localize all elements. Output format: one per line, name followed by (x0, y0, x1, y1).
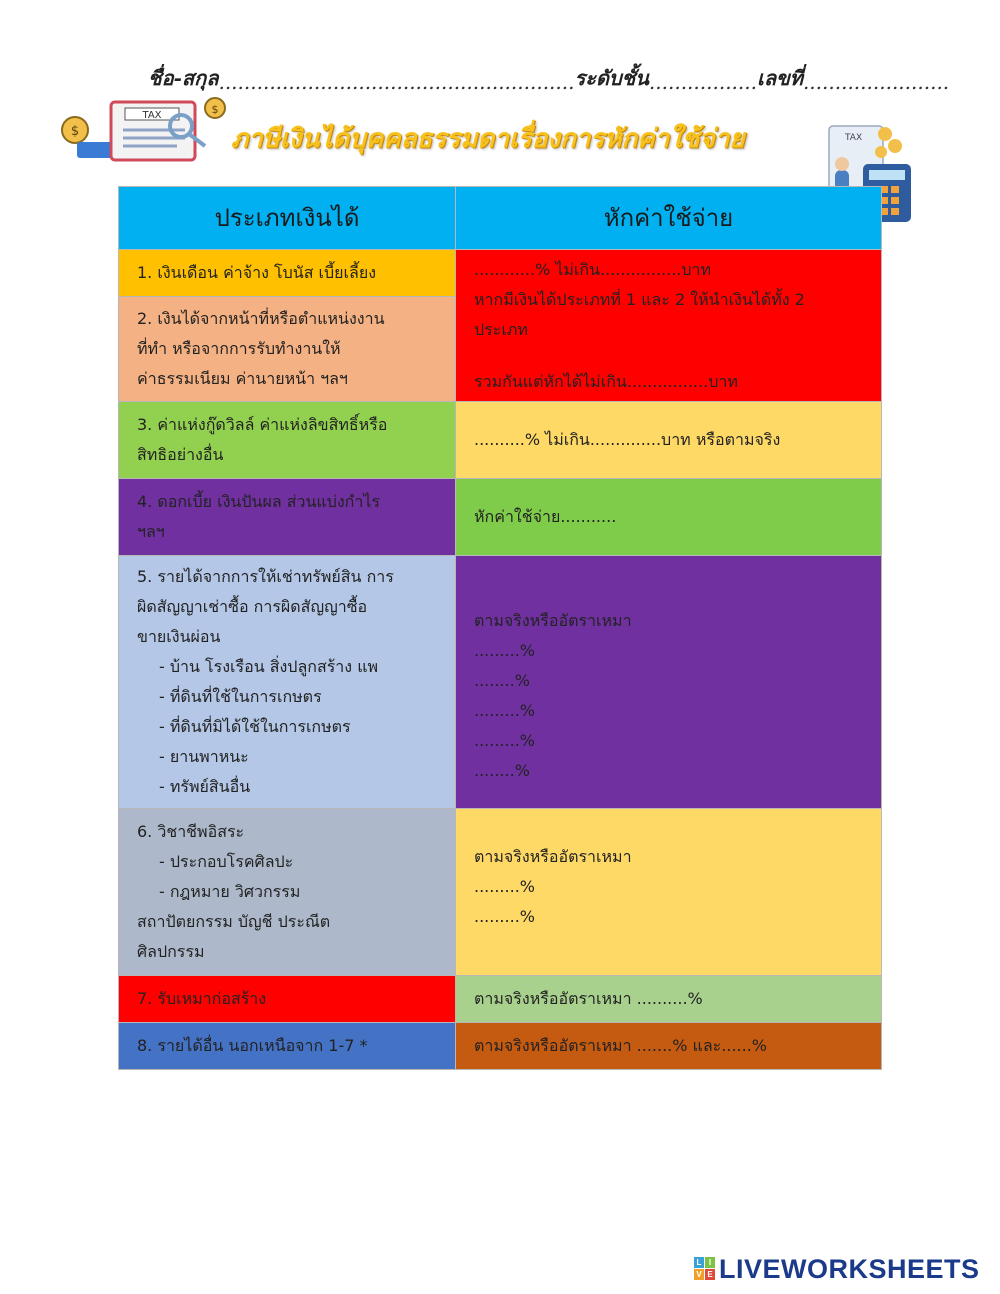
worksheet-title: ภาษีเงินได้บุคคลธรรมดาเรื่องการหักค่าใช้จ่าย (231, 124, 745, 154)
deduction-5-method: ตามจริงหรืออัตราเหมา (474, 611, 632, 630)
logo-text: LIVEWORKSHEETS (719, 1253, 980, 1284)
deduction-5-rate[interactable]: .........% (474, 641, 535, 660)
deduction-5-rate[interactable]: ........% (474, 671, 530, 690)
header-deduction: หักค่าใช้จ่าย (456, 187, 882, 250)
deduction-4[interactable]: หักค่าใช้จ่าย........... (456, 479, 882, 556)
header-income-type: ประเภทเงินได้ (119, 187, 456, 250)
svg-text:$: $ (70, 124, 80, 139)
name-blank[interactable]: ........................................................ (218, 70, 575, 94)
number-label: เลขที่ (756, 66, 803, 90)
income-type-5: 5. รายได้จากการให้เช่าทรัพย์สิน การ ผิดสัญญาเช่าซื้อ การผิดสัญญาซื้อ ขายเงินผ่อน - บ้าน โรงเรือน สิ่งปลูกสร้าง แพ - ที่ดินที่ใช้ในการเกษตร - ที่ดินที่มิได้ใช้ในการเกษตร - ยานพาหนะ - ทรัพย์สินอื่น (119, 556, 456, 809)
deduction-5-rate[interactable]: ........% (474, 761, 530, 780)
logo-mark-icon: L I V E (694, 1257, 716, 1281)
name-label: ชื่อ-สกุล (148, 66, 219, 90)
deduction-6[interactable] (456, 809, 882, 976)
deduction-6-rate[interactable]: .........% (474, 907, 535, 926)
tax-form-label: TAX (142, 110, 162, 121)
deduction-3[interactable]: ..........% ไม่เกิน..............บาท หรือตามจริง (456, 402, 882, 479)
income-type-1: 1. เงินเดือน ค่าจ้าง โบนัส เบี้ยเลี้ยง (119, 250, 456, 297)
deduction-6-rate[interactable]: .........% (474, 877, 535, 896)
calc-form-label: TAX (845, 133, 863, 143)
deduction-1-2-line3[interactable]: รวมกันแต่หักได้ไม่เกิน................บาท (474, 371, 738, 391)
income-type-2: 2. เงินได้จากหน้าที่หรือตำแหน่งงาน ที่ทำ หรือจากการรับทำงานให้ ค่าธรรมเนียม ค่านายหน้า ฯลฯ (119, 297, 456, 402)
table-header-row (119, 187, 882, 250)
number-blank[interactable]: ....................... (802, 70, 950, 94)
liveworksheets-logo[interactable] (694, 1254, 980, 1284)
student-info-line (148, 60, 950, 94)
deduction-5[interactable] (456, 556, 882, 809)
svg-text:$: $ (211, 103, 219, 116)
table-row (119, 1023, 882, 1070)
income-type-8: 8. รายได้อื่น นอกเหนือจาก 1-7 * (119, 1023, 456, 1070)
deduction-1-2[interactable] (456, 250, 882, 402)
expense-deduction-table (118, 186, 882, 1070)
income-type-7: 7. รับเหมาก่อสร้าง (119, 976, 456, 1023)
deduction-5-rate[interactable]: .........% (474, 701, 535, 720)
income-type-3: 3. ค่าแห่งกู๊ดวิลล์ ค่าแห่งลิขสิทธิ์หรือ สิทธิอย่างอื่น (119, 402, 456, 479)
deduction-7[interactable]: ตามจริงหรืออัตราเหมา ..........% (456, 976, 882, 1023)
deduction-6-method: ตามจริงหรืออัตราเหมา (474, 847, 632, 866)
income-type-6: 6. วิชาชีพอิสระ - ประกอบโรคศิลปะ - กฎหมาย วิศวกรรม สถาปัตยกรรม บัญชี ประณีต ศิลปกรรม (119, 809, 456, 976)
table-row (119, 250, 882, 297)
table-row (119, 809, 882, 976)
deduction-1-2-line2: หากมีเงินได้ประเภทที่ 1 และ 2 ให้นำเงินได้ทั้ง 2 ประเภท (474, 289, 805, 339)
table-row (119, 976, 882, 1023)
level-blank[interactable]: ................. (648, 70, 757, 94)
deduction-8[interactable]: ตามจริงหรืออัตราเหมา .......% และ......% (456, 1023, 882, 1070)
tax-form-illustration (55, 94, 245, 166)
table-row (119, 402, 882, 479)
table-row (119, 556, 882, 809)
deduction-5-rate[interactable]: .........% (474, 731, 535, 750)
deduction-1-2-line1[interactable]: ............% ไม่เกิน................บาท (474, 259, 712, 279)
income-type-4: 4. ดอกเบี้ย เงินปันผล ส่วนแบ่งกำไร ฯลฯ (119, 479, 456, 556)
level-label: ระดับชั้น (574, 66, 649, 90)
table-row (119, 479, 882, 556)
